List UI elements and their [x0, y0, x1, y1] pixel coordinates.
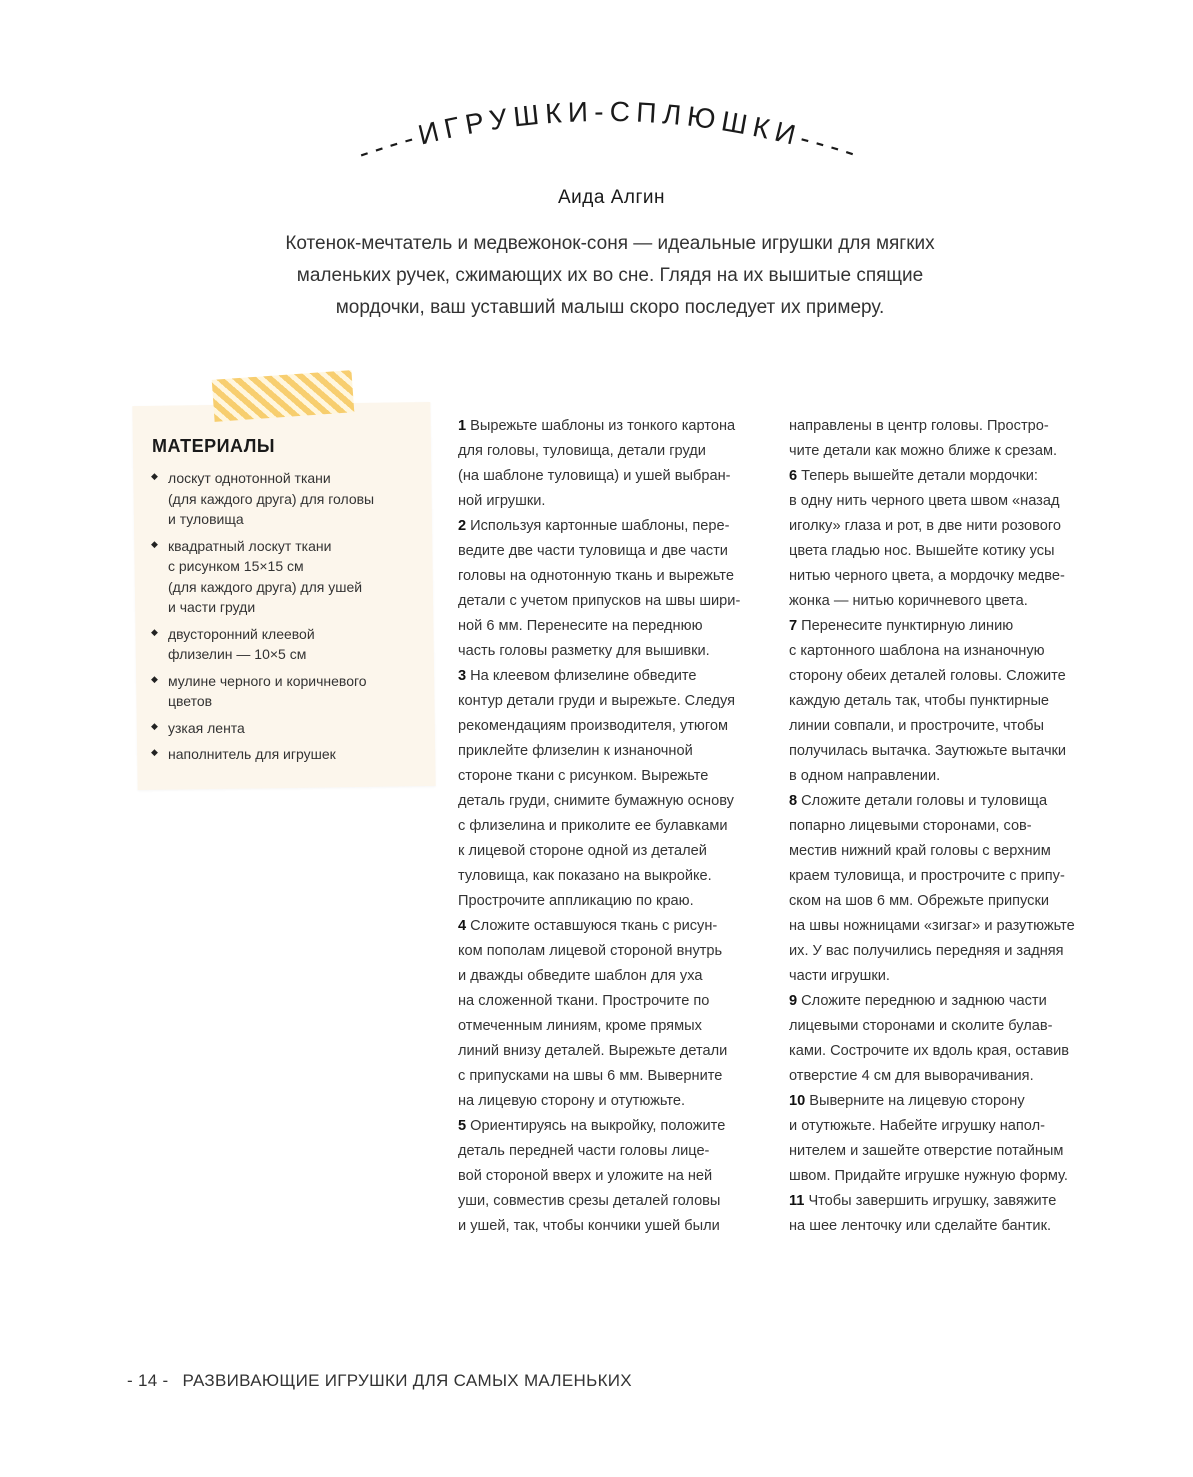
materials-item — [150, 671, 420, 712]
instruction-text: к лицевой стороне одной из деталей — [458, 843, 707, 859]
instruction-text: туловища, как показано на выкройке. — [458, 868, 712, 884]
instruction-line — [789, 814, 1104, 839]
instruction-line — [789, 1214, 1104, 1239]
instruction-text: в одном направлении. — [789, 768, 941, 784]
instruction-line — [458, 789, 773, 814]
materials-item-line: флизелин — 10×5 см — [168, 646, 307, 662]
instruction-text: вой стороной вверх и уложите на ней — [458, 1168, 713, 1184]
instruction-line — [458, 414, 773, 439]
instruction-line — [458, 939, 773, 964]
instruction-line — [458, 739, 773, 764]
step-number: 3 — [458, 668, 467, 684]
instruction-line — [789, 514, 1104, 539]
instruction-line — [458, 1064, 773, 1089]
instruction-text: часть головы разметку для вышивки. — [458, 643, 710, 659]
instruction-text: краем туловища, и прострочите с припу- — [789, 868, 1065, 884]
instruction-text: Сложите детали головы и туловища — [801, 793, 1048, 809]
instruction-text: уши, совместив срезы деталей головы — [458, 1193, 721, 1209]
materials-item-line: квадратный лоскут ткани — [168, 537, 332, 554]
step-number: 7 — [789, 618, 798, 634]
intro-line: мордочки, ваш уставший малыш скоро последует их примеру. — [335, 297, 885, 318]
materials-item — [150, 468, 420, 530]
materials-item-line: и туловища — [168, 511, 244, 527]
instruction-text: получилась вытачка. Заутюжьте вытачки — [789, 743, 1067, 759]
instruction-text: ком пополам лицевой стороной внутрь — [458, 943, 723, 959]
instruction-line — [789, 614, 1104, 639]
instruction-line — [789, 1114, 1104, 1139]
materials-list — [150, 468, 420, 771]
instruction-line — [458, 714, 773, 739]
instruction-line — [789, 714, 1104, 739]
page-title — [300, 80, 900, 200]
step-number: 11 — [789, 1193, 805, 1209]
instruction-text: Используя картонные шаблоны, пере- — [470, 518, 730, 534]
instruction-text: Сложите переднюю и заднюю части — [801, 993, 1047, 1009]
instruction-line — [789, 889, 1104, 914]
instruction-text: Чтобы завершить игрушку, завяжите — [808, 1193, 1057, 1209]
instruction-text: жонка — нитью коричневого цвета. — [789, 593, 1028, 609]
instruction-text: деталь передней части головы лице- — [458, 1143, 710, 1159]
page-number: - 14 - — [127, 1371, 169, 1390]
instruction-text: и ушей, так, чтобы кончики ушей были — [458, 1218, 720, 1234]
instruction-text: попарно лицевыми сторонами, сов- — [789, 818, 1032, 834]
materials-item-line: мулине черного и коричневого — [168, 672, 367, 689]
instruction-line — [789, 839, 1104, 864]
instruction-text: на лицевую сторону и отутюжьте. — [458, 1093, 686, 1109]
materials-item — [150, 536, 420, 618]
svg-text:----ИГРУШКИ-СПЛЮШКИ---- — [354, 96, 865, 169]
instruction-text: и отутюжьте. Набейте игрушку напол- — [789, 1118, 1045, 1134]
instruction-line — [458, 1189, 773, 1214]
instruction-line — [789, 1039, 1104, 1064]
instruction-line — [458, 839, 773, 864]
instruction-text: и дважды обведите шаблон для уха — [458, 968, 703, 984]
instruction-text: нитью черного цвета, а мордочку медве- — [789, 568, 1065, 584]
step-number: 10 — [789, 1093, 806, 1109]
step-number: 9 — [789, 993, 798, 1009]
instruction-text: Перенесите пунктирную линию — [801, 618, 1014, 634]
instruction-line — [789, 1089, 1104, 1114]
instruction-line — [458, 964, 773, 989]
instruction-line — [789, 739, 1104, 764]
instruction-text: чите детали как можно ближе к срезам. — [789, 443, 1058, 459]
instruction-line — [458, 814, 773, 839]
instruction-text: на швы ножницами «зигзаг» и разутюжьте — [789, 918, 1075, 934]
instruction-text: каждую деталь так, чтобы пунктирные — [789, 693, 1050, 709]
instruction-line — [789, 914, 1104, 939]
instructions-column-1 — [458, 414, 773, 1239]
instruction-text: их. У вас получились передняя и задняя — [789, 943, 1064, 959]
step-number: 8 — [789, 793, 798, 809]
instruction-text: стороне ткани с рисунком. Вырежьте — [458, 768, 709, 784]
instruction-text: на сложенной ткани. Прострочите по — [458, 993, 710, 1009]
instruction-text: ной игрушки. — [458, 493, 546, 509]
instruction-line — [789, 589, 1104, 614]
step-number: 5 — [458, 1118, 467, 1134]
materials-heading: МАТЕРИАЛЫ — [152, 436, 276, 456]
instruction-text: в одну нить черного цвета швом «назад — [789, 493, 1060, 509]
instruction-line — [458, 1014, 773, 1039]
instruction-line — [458, 464, 773, 489]
instruction-text: Выверните на лицевую сторону — [809, 1093, 1025, 1109]
instruction-text: На клеевом флизелине обведите — [470, 668, 697, 684]
instruction-text: с картонного шаблона на изнаночную — [789, 643, 1045, 659]
instruction-line — [458, 914, 773, 939]
diamond-bullet-icon: ◆ — [151, 471, 158, 481]
instruction-text: приклейте флизелин к изнаночной — [458, 743, 693, 759]
page-footer — [127, 1371, 632, 1391]
instruction-line — [458, 1214, 773, 1239]
instruction-line — [458, 589, 773, 614]
instruction-line — [789, 689, 1104, 714]
materials-item-line: и части груди — [168, 599, 256, 615]
instruction-text: иголку» глаза и рот, в две нити розового — [789, 518, 1061, 534]
instruction-line — [789, 989, 1104, 1014]
instruction-line — [458, 689, 773, 714]
instruction-line — [789, 489, 1104, 514]
instruction-text: контур детали груди и вырежьте. Следуя — [458, 693, 736, 709]
instruction-text: ной 6 мм. Перенесите на переднюю — [458, 618, 703, 634]
diamond-bullet-icon: ◆ — [151, 673, 158, 684]
instruction-line — [458, 1039, 773, 1064]
step-number: 6 — [789, 468, 798, 484]
instruction-text: сторону обеих деталей головы. Сложите — [789, 668, 1066, 684]
instruction-line — [458, 889, 773, 914]
instruction-text: с припусками на швы 6 мм. Выверните — [458, 1068, 723, 1084]
instruction-line — [458, 614, 773, 639]
instruction-line — [789, 1064, 1104, 1089]
instruction-line — [458, 1164, 773, 1189]
instruction-line — [789, 964, 1104, 989]
instruction-text: цвета гладью нос. Вышейте котику усы — [789, 543, 1055, 559]
instruction-text: ском на шов 6 мм. Обрежьте припуски — [789, 893, 1049, 909]
instruction-line — [458, 539, 773, 564]
title-decor-right: ---- — [797, 121, 866, 170]
instruction-line — [458, 514, 773, 539]
instruction-line — [789, 864, 1104, 889]
step-number: 2 — [458, 518, 467, 534]
materials-item-line: (для каждого друга) для ушей — [168, 578, 363, 595]
instruction-text: отмеченным линиям, кроме прямых — [458, 1018, 702, 1034]
instruction-line — [458, 1089, 773, 1114]
materials-item — [150, 718, 420, 739]
instruction-line — [458, 489, 773, 514]
instruction-text: линии совпали, и прострочите, чтобы — [789, 718, 1045, 734]
title-text: ИГРУШКИ-СПЛЮШКИ — [415, 95, 805, 152]
intro-line: маленьких ручек, сжимающих их во сне. Глядя на их вышитые спящие — [296, 265, 924, 286]
instruction-line — [789, 764, 1104, 789]
instruction-text: направлены в центр головы. Простро- — [789, 418, 1049, 434]
instruction-line — [458, 1114, 773, 1139]
diamond-bullet-icon: ◆ — [151, 538, 158, 549]
instruction-line — [458, 764, 773, 789]
instruction-line — [789, 564, 1104, 589]
materials-item-line: наполнитель для игрушек — [168, 746, 336, 762]
materials-item — [150, 624, 420, 665]
instruction-text: ведите две части туловища и две части — [458, 543, 728, 559]
instruction-text: отверстие 4 см для выворачивания. — [789, 1068, 1034, 1084]
instruction-text: части игрушки. — [789, 968, 890, 984]
instruction-text: деталь груди, снимите бумажную основу — [458, 793, 734, 809]
instruction-line — [789, 464, 1104, 489]
instruction-line — [789, 439, 1104, 464]
intro-paragraph — [230, 228, 990, 324]
author-name: Аида Алгин — [557, 187, 665, 208]
materials-item-line: с рисунком 15×15 см — [168, 558, 304, 574]
instruction-line — [458, 439, 773, 464]
instruction-text: детали с учетом припусков на швы шири- — [458, 593, 741, 609]
instruction-line — [789, 789, 1104, 814]
instruction-text: головы на однотонную ткань и вырежьте — [458, 568, 734, 584]
intro-line: Котенок-мечтатель и медвежонок-соня — идеальные игрушки для мягких — [285, 233, 935, 254]
instruction-text: Ориентируясь на выкройку, положите — [470, 1118, 726, 1134]
instruction-text: Теперь вышейте детали мордочки: — [801, 468, 1038, 484]
step-number: 1 — [458, 418, 467, 434]
materials-item-line: двусторонний клеевой — [168, 625, 315, 642]
instruction-text: Прострочите аппликацию по краю. — [458, 893, 694, 909]
diamond-bullet-icon: ◆ — [151, 626, 158, 637]
instructions-column-2 — [789, 414, 1104, 1239]
instruction-text: для головы, туловища, детали груди — [458, 443, 706, 459]
diamond-bullet-icon: ◆ — [151, 747, 158, 757]
instruction-line — [789, 664, 1104, 689]
materials-item — [150, 744, 420, 765]
instruction-text: местив нижний край головы с верхним — [789, 843, 1051, 859]
instruction-text: нителем и зашейте отверстие потайным — [789, 1143, 1064, 1159]
instruction-line — [458, 989, 773, 1014]
instruction-line — [789, 1164, 1104, 1189]
materials-item-line: (для каждого друга) для головы — [168, 490, 375, 507]
instruction-line — [789, 414, 1104, 439]
instruction-line — [789, 939, 1104, 964]
instruction-text: с флизелина и приколите ее булавками — [458, 818, 728, 834]
diamond-bullet-icon: ◆ — [151, 720, 158, 731]
materials-item-line: цветов — [168, 693, 213, 709]
instruction-line — [458, 664, 773, 689]
instruction-text: Вырежьте шаблоны из тонкого картона — [470, 418, 736, 434]
instruction-line — [789, 539, 1104, 564]
instruction-line — [458, 639, 773, 664]
instruction-line — [458, 1139, 773, 1164]
instruction-text: лицевыми сторонами и сколите булав- — [789, 1018, 1053, 1034]
instruction-line — [789, 1139, 1104, 1164]
materials-item-line: узкая лента — [168, 719, 245, 736]
materials-item-line: лоскут однотонной ткани — [168, 470, 331, 486]
instruction-text: рекомендациям производителя, утюгом — [458, 718, 729, 734]
instruction-text: линий внизу деталей. Вырежьте детали — [458, 1043, 728, 1059]
instruction-line — [458, 864, 773, 889]
instruction-text: (на шаблоне туловища) и ушей выбран- — [458, 468, 731, 484]
instruction-text: на шее ленточку или сделайте бантик. — [789, 1218, 1052, 1234]
instruction-line — [789, 1014, 1104, 1039]
instruction-text: ками. Сострочите их вдоль края, оставив — [789, 1043, 1070, 1059]
instruction-line — [789, 1189, 1104, 1214]
instruction-line — [789, 639, 1104, 664]
instruction-text: Сложите оставшуюся ткань с рисун- — [470, 918, 718, 934]
instruction-line — [458, 564, 773, 589]
instruction-text: швом. Придайте игрушке нужную форму. — [789, 1168, 1068, 1184]
section-title: РАЗВИВАЮЩИЕ ИГРУШКИ ДЛЯ САМЫХ МАЛЕНЬКИХ — [182, 1371, 632, 1390]
title-decor-left: ---- — [354, 120, 423, 169]
step-number: 4 — [458, 918, 467, 934]
